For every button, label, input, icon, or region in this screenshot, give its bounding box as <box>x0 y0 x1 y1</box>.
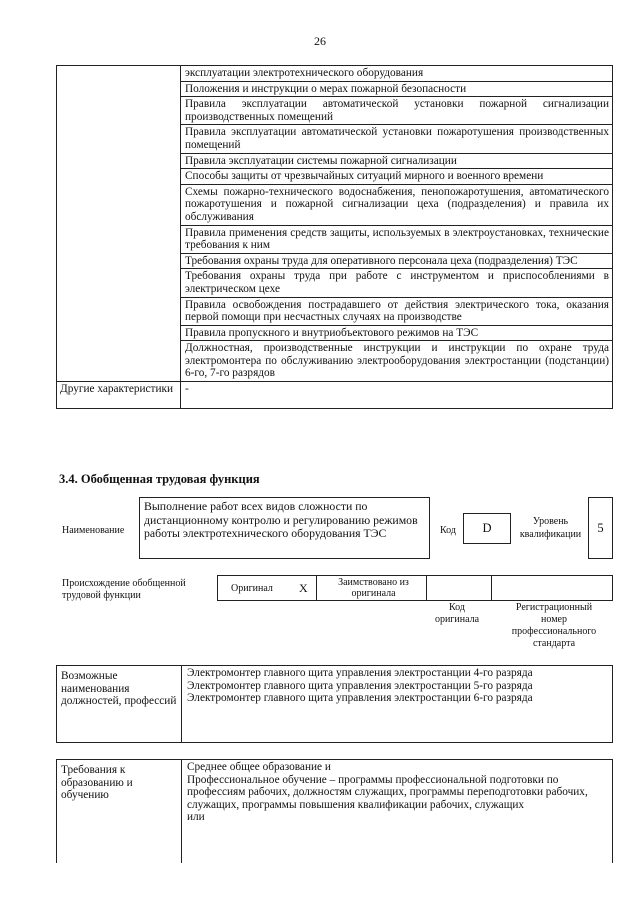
original-label: Оригинал <box>231 583 273 594</box>
reg-number-caption: Регистрационный номер профессионального стандарта <box>511 602 597 649</box>
professions-list <box>182 666 613 743</box>
row-content-cell: эксплуатации электротехнического оборудования <box>181 66 613 82</box>
name-label: Наименование <box>62 525 125 536</box>
origin-table <box>217 575 613 601</box>
function-name-value: Выполнение работ всех видов сложности по дистанционному контролю и регулированию режимов работы электротехнического оборудования ТЭС <box>144 499 418 540</box>
function-name-box <box>139 497 430 559</box>
level-value: 5 <box>588 497 613 559</box>
origin-divider <box>426 576 427 600</box>
original-code-caption: Код оригинала <box>434 602 480 625</box>
education-table <box>56 759 613 863</box>
page-number: 26 <box>314 34 326 48</box>
profession-item: Электромонтер главного щита управления электростанции 5-го разряда <box>187 679 533 692</box>
row-content-cell: - <box>181 382 613 409</box>
code-label: Код <box>440 525 456 536</box>
table-row <box>57 382 613 409</box>
row-content-cell: Правила применения средств защиты, используемых в электроустановках, технические требования к ним <box>181 225 613 253</box>
row-content-cell: Правила освобождения пострадавшего от действия электрического тока, оказания первой помощи при несчастных случаях на производстве <box>181 297 613 325</box>
education-label: Требования к образованию и обучению <box>57 760 182 864</box>
code-value: D <box>463 513 511 544</box>
row-content-cell: Схемы пожарно-технического водоснабжения, пенопожаротушения, автоматического пожаротушения и пожарной сигнализации цеха (подразделения) и правила их обслуживания <box>181 184 613 225</box>
profession-item: Электромонтер главного щита управления электростанции 6-го разряда <box>187 692 533 705</box>
row-content-cell: Требования охраны труда при работе с инструментом и приспособлениями в электрическом цехе <box>181 269 613 297</box>
level-label: Уровень квалификации <box>519 516 582 540</box>
row-content-cell: Способы защиты от чрезвычайных ситуаций мирного и военного времени <box>181 169 613 185</box>
borrowed-label: Заимствовано из оригинала <box>338 577 409 599</box>
profession-item: Электромонтер главного щита управления электростанции 4-го разряда <box>187 667 533 679</box>
row-content-cell: Требования охраны труда для оперативного персонала цеха (подразделения) ТЭС <box>181 253 613 269</box>
row-label-cell <box>57 66 181 382</box>
row-content-cell: Правила эксплуатации автоматической установки пожаротушения производственных помещений <box>181 125 613 153</box>
table-row <box>57 66 613 82</box>
professions-label: Возможные наименования должностей, профессий <box>57 666 182 743</box>
row-label-cell: Другие характеристики <box>57 382 181 409</box>
section-title: 3.4. Обобщенная трудовая функция <box>59 472 260 486</box>
row-content-cell: Правила эксплуатации автоматической установки пожарной сигнализации производственных помещений <box>181 97 613 125</box>
professions-table <box>56 665 613 743</box>
education-line: Профессиональное обучение – программы профессиональной подготовки по профессиям рабочих, должностям служащих, программы переподготовки рабочих, служащих, программы повышения квалификации рабочих, служащих <box>187 773 588 811</box>
education-line: или <box>187 811 205 824</box>
origin-divider <box>491 576 492 600</box>
origin-divider <box>316 576 317 600</box>
education-requirements <box>182 760 613 864</box>
row-content-cell: Положения и инструкции о мерах пожарной безопасности <box>181 81 613 97</box>
row-content-cell: Правила пропускного и внутриобъектового режимов на ТЭС <box>181 325 613 341</box>
row-content-cell: Должностная, производственные инструкции и инструкции по охране труда электромонтера по обслуживанию электрооборудования электростанции (подстанции) 6-го, 7-го разрядов <box>181 341 613 382</box>
original-mark: X <box>299 581 308 595</box>
education-line: Среднее общее образование и <box>187 761 331 773</box>
origin-label: Происхождение обобщенной трудовой функции <box>62 578 186 601</box>
requirements-table <box>56 65 613 409</box>
row-content-cell: Правила эксплуатации системы пожарной сигнализации <box>181 153 613 169</box>
